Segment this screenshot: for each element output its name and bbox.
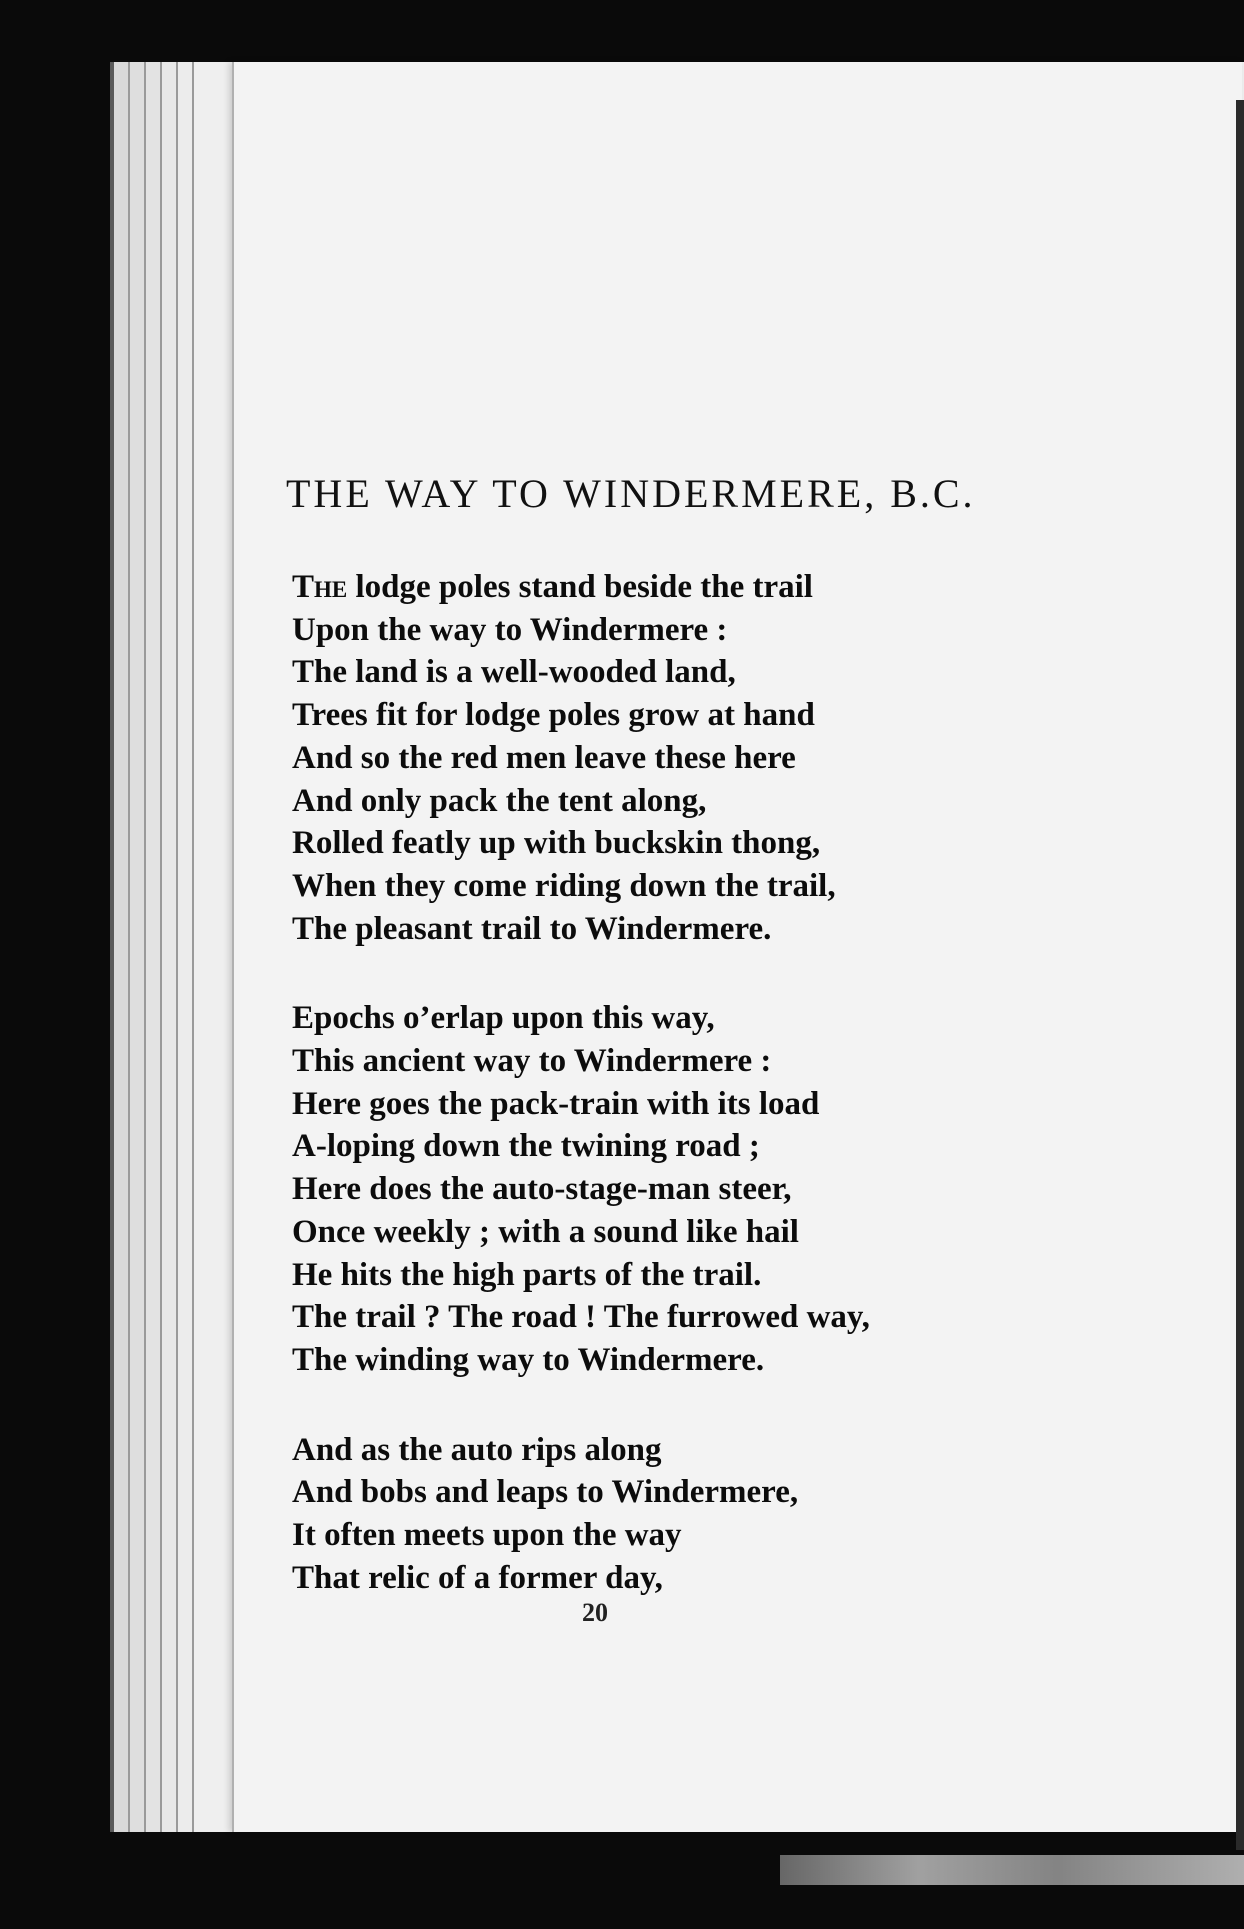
poem-line: He hits the high parts of the trail. [292, 1256, 762, 1293]
poem-line: And as the auto rips along [292, 1431, 662, 1468]
poem-line: This ancient way to Windermere : [292, 1043, 772, 1080]
poem-body [292, 566, 1012, 1599]
stanza-3 [292, 1429, 1012, 1600]
poem-line: Here goes the pack-train with its load [292, 1085, 820, 1122]
page-number: 20 [582, 1598, 608, 1627]
poem-line: And bobs and leaps to Windermere, [292, 1474, 799, 1511]
scan-artifact [780, 1855, 1244, 1885]
poem-line: Once weekly ; with a sound like hail [292, 1213, 799, 1250]
poem-line: A-loping down the twining road ; [292, 1128, 760, 1165]
poem-title: THE WAY TO WINDERMERE, B.C. [286, 471, 976, 516]
poem-line: Epochs o’erlap upon this way, [292, 1000, 715, 1037]
poem-line: And only pack the tent along, [292, 782, 707, 819]
poem-line: And so the red men leave these here [292, 739, 796, 776]
poem-line: Rolled featly up with buckskin thong, [292, 825, 821, 862]
line-text: lodge poles stand beside the trail [347, 569, 813, 605]
poem-line: When they come riding down the trail, [292, 867, 836, 904]
poem-line: The land is a well-wooded land, [292, 654, 736, 691]
drop-word: The [292, 569, 348, 605]
poem-line [292, 566, 1012, 609]
poem-line: The pleasant trail to Windermere. [292, 910, 772, 947]
stanza-1 [292, 566, 1012, 950]
poem-line: Trees fit for lodge poles grow at hand [292, 697, 815, 734]
poem-line: The trail ? The road ! The furrowed way, [292, 1299, 870, 1336]
stanza-2 [292, 997, 1012, 1381]
poem-line: That relic of a former day, [292, 1559, 663, 1596]
poem-line: The winding way to Windermere. [292, 1341, 765, 1378]
page-gutter-shadow [1236, 100, 1244, 1850]
poem-line: Here does the auto-stage-man steer, [292, 1171, 792, 1208]
poem-line: It often meets upon the way [292, 1517, 682, 1554]
poem-line: Upon the way to Windermere : [292, 611, 728, 648]
